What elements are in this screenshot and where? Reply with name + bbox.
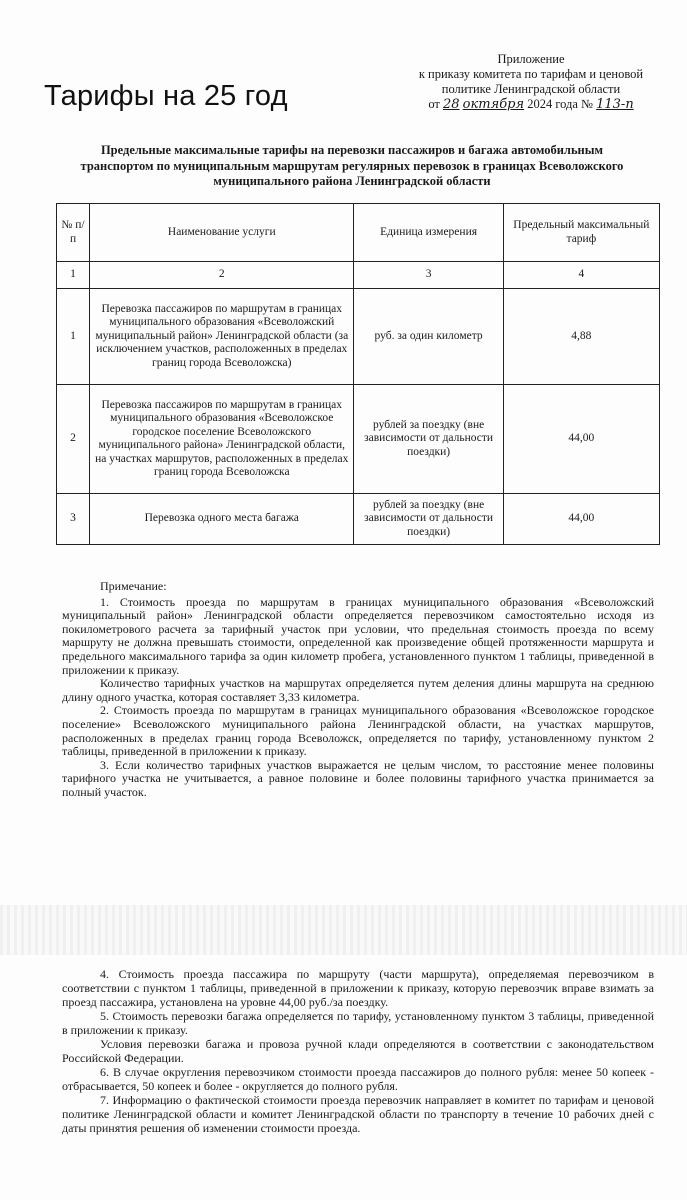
row-num: 1 bbox=[57, 289, 90, 385]
table-header-row bbox=[57, 204, 660, 262]
date-prefix: от bbox=[428, 97, 440, 111]
col-number: 2 bbox=[90, 262, 354, 289]
appendix-date bbox=[398, 97, 664, 112]
appendix-line1: Приложение bbox=[497, 52, 565, 66]
row-tariff: 44,00 bbox=[503, 385, 659, 494]
row-service: Перевозка одного места багажа bbox=[90, 494, 354, 545]
row-unit: рублей за поездку (вне зависимости от дальности поездки) bbox=[354, 385, 503, 494]
header-num: № п/п bbox=[57, 204, 90, 262]
col-number: 4 bbox=[503, 262, 659, 289]
tariff-table bbox=[56, 203, 660, 545]
notes-heading: Примечание: bbox=[100, 579, 167, 593]
note-paragraph: 3. Если количество тарифных участков выражается не целым числом, то расстояние менее половины тарифного участка не учитывается, а равное половине и более половины тарифного участка принимается за полный участок. bbox=[62, 757, 654, 799]
header-service: Наименование услуги bbox=[90, 204, 354, 262]
column-number-row bbox=[57, 262, 660, 289]
note-paragraph: Количество тарифных участков на маршрутах определяется путем деления длины маршрута на среднюю длину одного участка, которая составляет 3,33 километра. bbox=[62, 676, 654, 704]
page-separator bbox=[0, 905, 687, 955]
overlay-title: Тарифы на 25 год bbox=[44, 80, 288, 112]
notes-section bbox=[62, 580, 654, 800]
note-paragraph: 6. В случае округления перевозчиком стоимости проезда пассажиров до полного рубля: менее 50 копеек - отбрасывается, 50 копеек и более - округляется до полного рубля. bbox=[62, 1065, 654, 1093]
col-number: 3 bbox=[354, 262, 503, 289]
header-tariff: Предельный максимальный тариф bbox=[503, 204, 659, 262]
note-paragraph: 7. Информацию о фактической стоимости проезда перевозчик направляет в комитет по тарифам и ценовой политике Ленинградской области и комитет Ленинградской области по транспорту в течение 10 рабочих дней с даты принятия решения об изменении стоимости проезда. bbox=[62, 1093, 654, 1135]
note-paragraph: 2. Стоимость проезда по маршрутам в границах муниципального образования «Всеволожское городское поселение» Всеволожского муниципального района Ленинградской области, на участках маршрутов, расположенных в пределах границ города Всеволожск, определяется по тарифу, установленному пунктом 2 таблицы, приведенной в приложении к приказу. bbox=[62, 703, 654, 759]
row-num: 3 bbox=[57, 494, 90, 545]
appendix-line3: политике Ленинградской области bbox=[441, 82, 621, 96]
row-tariff: 4,88 bbox=[503, 289, 659, 385]
order-number: 113-п bbox=[596, 97, 634, 112]
note-paragraph: 1. Стоимость проезда по маршрутам в границах муниципального образования «Всеволожский муниципальный район» Ленинградской области определяется перевозчиком самостоятельно исходя из покилометрового расчета за тарифный участок при условии, что предельная стоимость проезда по всему маршруту не должна превышать стоимости, определенной как произведение общей протяженности маршрута и предельного максимального тарифа за один километр пробега, установленного пунктом 1 таблицы, приведенной в приложении к приказу. bbox=[62, 594, 654, 677]
appendix-line2: к приказу комитета по тарифам и ценовой bbox=[418, 67, 644, 81]
row-service: Перевозка пассажиров по маршрутам в границах муниципального образования «Всеволожский муниципальный район» Ленинградской области (за исключением участков, расположенных в пределах границ города Всеволожска) bbox=[90, 289, 354, 385]
table-row bbox=[57, 385, 660, 494]
notes-continued bbox=[62, 967, 654, 1135]
row-unit: рублей за поездку (вне зависимости от дальности поездки) bbox=[354, 494, 503, 545]
date-day: 28 bbox=[443, 97, 460, 112]
table-row bbox=[57, 494, 660, 545]
document-title: Предельные максимальные тарифы на перевозки пассажиров и багажа автомобильным транспортом по муниципальным маршрутам регулярных перевозок в границах Всеволожского муниципального района Ленинградской области bbox=[80, 143, 624, 188]
header-unit: Единица измерения bbox=[354, 204, 503, 262]
note-paragraph: 5. Стоимость перевозки багажа определяется по тарифу, установленному пунктом 3 таблицы, приведенной в приложении к приказу. bbox=[62, 1009, 654, 1037]
row-num: 2 bbox=[57, 385, 90, 494]
table-row bbox=[57, 289, 660, 385]
row-unit: руб. за один километр bbox=[354, 289, 503, 385]
date-month: октября bbox=[462, 97, 525, 112]
appendix-header bbox=[398, 52, 664, 112]
note-paragraph: 4. Стоимость проезда пассажира по маршруту (части маршрута), определяемая перевозчиком в соответствии с пунктом 1 таблицы, приведенной в приложении к приказу, которую перевозчик вправе взимать за проезд пассажира, установлена на уровне 44,00 руб./за поездку. bbox=[62, 967, 654, 1009]
date-year: 2024 года № bbox=[527, 97, 593, 111]
col-number: 1 bbox=[57, 262, 90, 289]
row-service: Перевозка пассажиров по маршрутам в границах муниципального образования «Всеволожское городское поселение Всеволожского муниципального района» Ленинградской области, на участках маршрутов, расположенных в пределах границ города Всеволожска bbox=[90, 385, 354, 494]
note-paragraph: Условия перевозки багажа и провоза ручной клади определяются в соответствии с законодательством Российской Федерации. bbox=[62, 1037, 654, 1065]
row-tariff: 44,00 bbox=[503, 494, 659, 545]
